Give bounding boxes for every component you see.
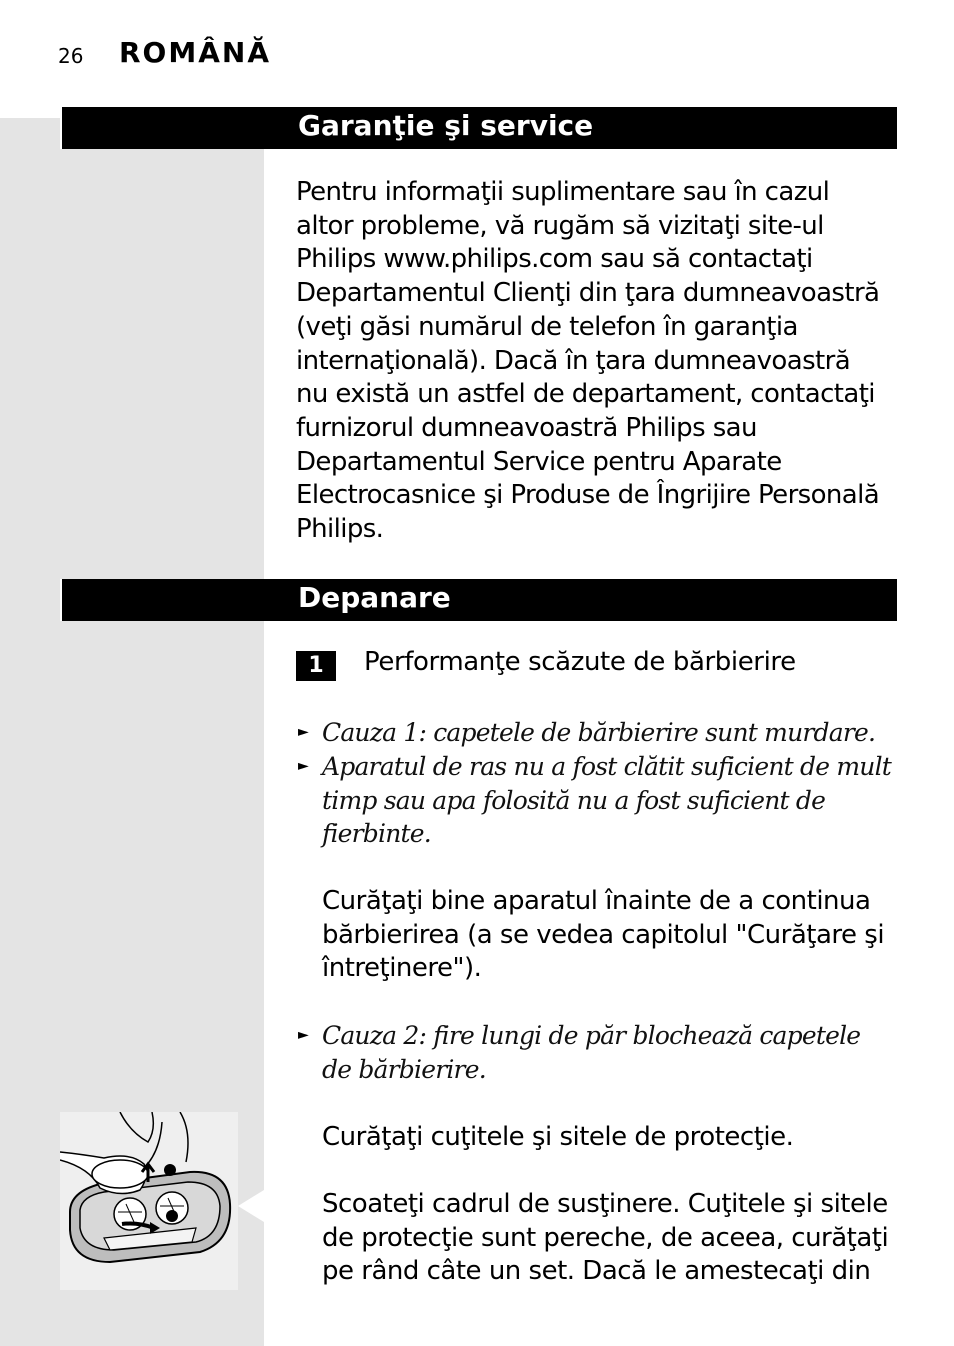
paragraph-text: Pentru informaţii suplimentare sau în cazul altor probleme, vă rugăm să vizitaţi site-ul Philips	[296, 177, 830, 275]
triangle-right-icon: ►	[298, 1027, 309, 1043]
shaver-head-illustration	[60, 1112, 238, 1290]
action-text: Curăţaţi cuţitele şi sitele de protecţie.	[322, 1122, 794, 1152]
shaver-head-drawing	[60, 1112, 238, 1290]
warranty-paragraph	[296, 176, 886, 547]
section-title: Garanţie şi service	[298, 109, 594, 142]
section-header-warranty	[60, 107, 897, 149]
action-text: Curăţaţi bine aparatul înainte de a continua bărbierirea (a se vedea capitolul "Curăţare şi întreţinere").	[322, 886, 885, 984]
philips-link[interactable]: www.philips.com	[383, 244, 593, 275]
section-title: Depanare	[298, 581, 451, 614]
cause-bullet: Cauza 1: capetele de bărbierire sunt murdare.	[322, 718, 876, 747]
language-heading: ROMÂNĂ	[119, 36, 271, 69]
step-number-badge: 1	[296, 651, 336, 681]
paragraph-text: sau să contactaţi Departamentul Clienţi din ţara dumneavoastră (veţi găsi numărul de telefon în garanţia internaţională). Dacă în ţara dumneavoastră nu există un astfel de departament, contactaţi furnizorul dumneavoastră Philips sau Departamentul Service pentru Aparate Electrocasnice şi Produse de Îngrijire Personală Philips.	[296, 244, 880, 545]
section-header-troubleshooting	[60, 579, 897, 621]
page-number: 26	[58, 44, 84, 68]
cause-bullet: Cauza 2: fire lungi de păr blochează capetele de bărbierire.	[322, 1021, 861, 1084]
triangle-right-icon: ►	[298, 758, 309, 774]
callout-pointer	[238, 1190, 264, 1222]
triangle-right-icon: ►	[298, 724, 309, 740]
cause-bullet: Aparatul de ras nu a fost clătit suficient de mult timp sau apa folosită nu a fost suficient de fierbinte.	[322, 752, 892, 849]
action-text: Scoateţi cadrul de susţinere. Cuţitele şi sitele de protecţie sunt pereche, de aceea, curăţaţi pe rând câte un set. Dacă le amestecaţi din	[322, 1189, 889, 1287]
step-title: Performanţe scăzute de bărbierire	[364, 647, 796, 677]
